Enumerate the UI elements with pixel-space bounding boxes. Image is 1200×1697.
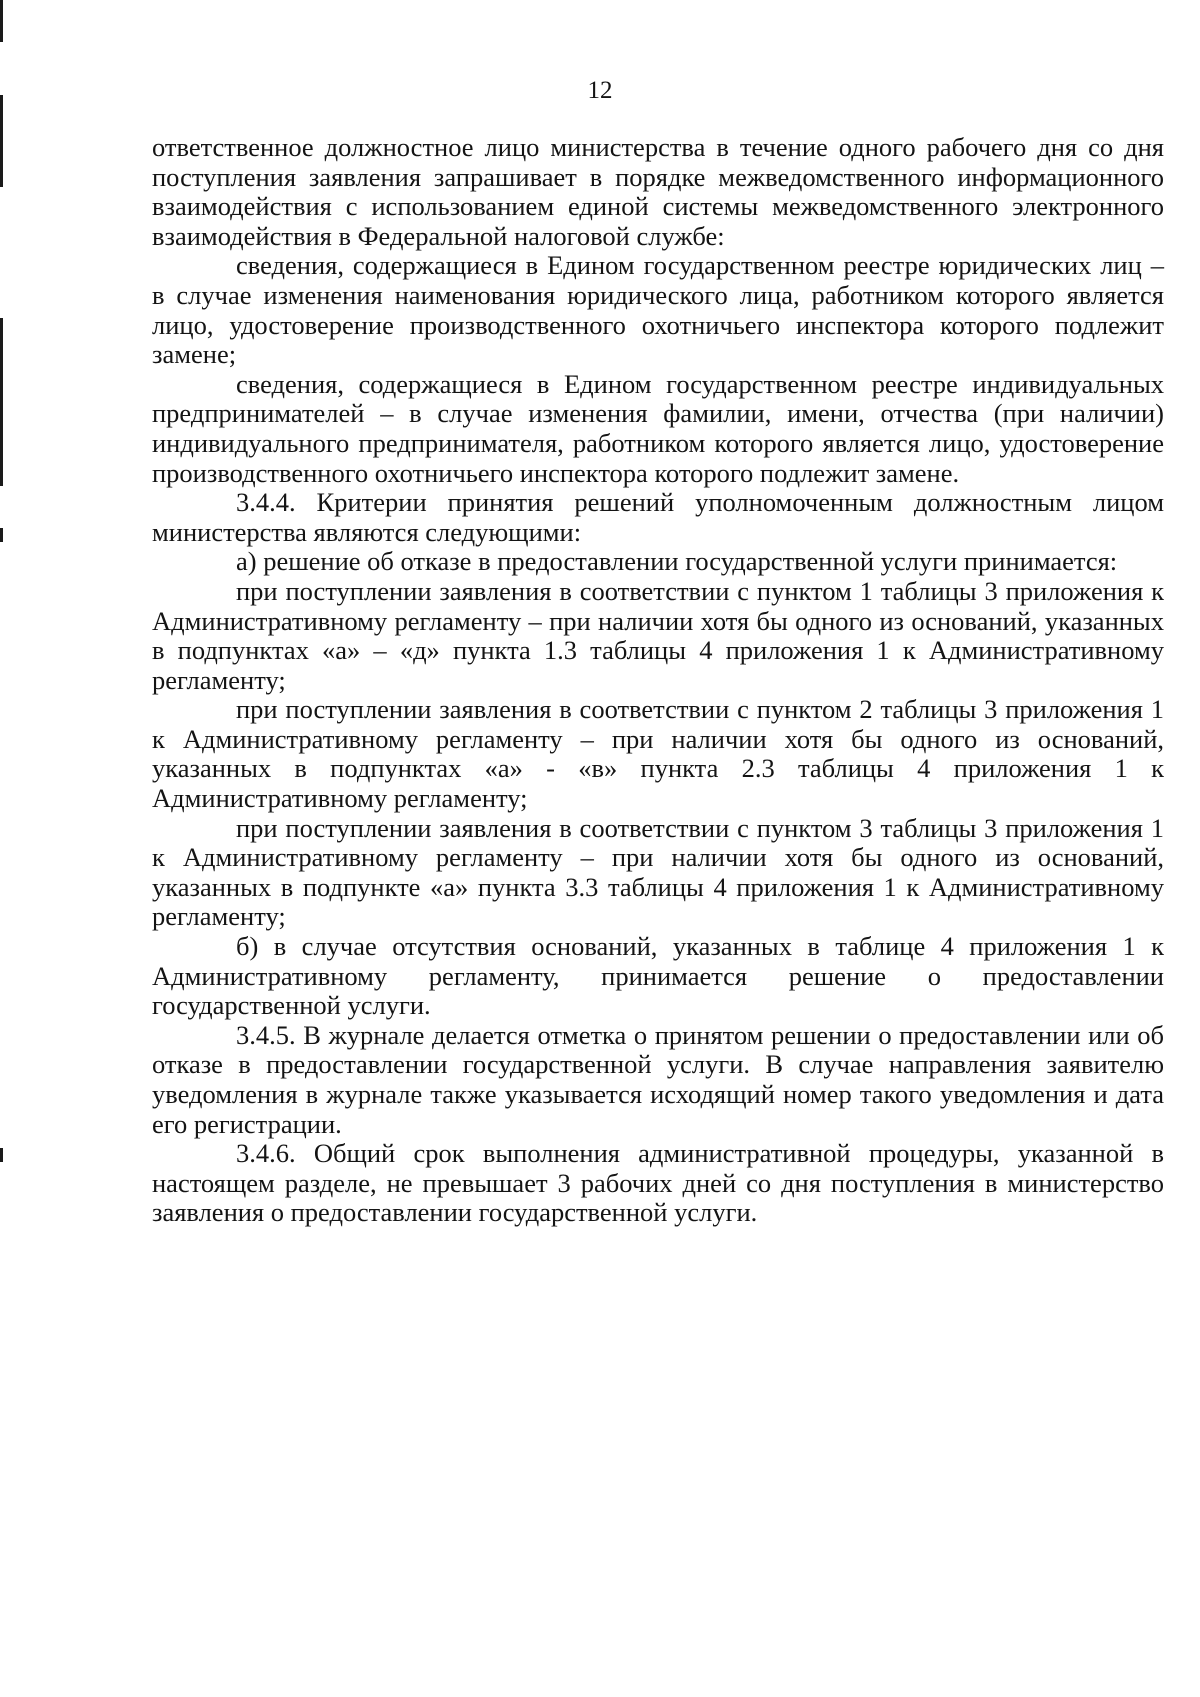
paragraph: при поступлении заявления в соответствии с пунктом 1 таблицы 3 приложения к Административному регламенту – при наличии хотя бы одного из оснований, указанных в подпунктах «а» – «д» пункта 1.3 таблицы 4 приложения 1 к Административному регламенту; xyxy=(152,575,1164,695)
paragraph: сведения, содержащиеся в Едином государственном реестре индивидуальных предпринимателей – в случае изменения фамилии, имени, отчества (при наличии) индивидуального предпринимателя, работником которого является лицо, удостоверение производственного охотничьего инспектора которого подлежит замене. xyxy=(152,368,1164,488)
paragraph: 3.4.5. В журнале делается отметка о принятом решении о предоставлении или об отказе в предоставлении государственной услуги. В случае направления заявителю уведомления в журнале также указывается исходящий номер такого уведомления и дата его регистрации. xyxy=(152,1019,1164,1139)
scan-edge-mark xyxy=(0,0,3,42)
scan-edge-mark xyxy=(0,318,3,486)
scan-edge-mark xyxy=(0,528,3,542)
paragraph: 3.4.4. Критерии принятия решений уполномоченным должностным лицом министерства являются следующими: xyxy=(152,487,1164,547)
page-number: 12 xyxy=(587,77,613,104)
paragraph: ответственное должностное лицо министерства в течение одного рабочего дня со дня поступления заявления запрашивает в порядке межведомственного информационного взаимодействия с использованием единой системы межведомственного электронного взаимодействия в Федеральной налоговой службе: xyxy=(152,132,1164,251)
paragraph: сведения, содержащиеся в Едином государственном реестре юридических лиц – в случае изменения наименования юридического лица, работником которого является лицо, удостоверение производственного охотничьего инспектора которого подлежит замене; xyxy=(152,250,1164,370)
paragraph: при поступлении заявления в соответствии с пунктом 3 таблицы 3 приложения 1 к Административному регламенту – при наличии хотя бы одного из оснований, указанных в подпункте «а» пункта 3.3 таблицы 4 приложения 1 к Административному регламенту; xyxy=(152,812,1164,932)
document-body xyxy=(152,133,1164,1228)
scan-edge-mark xyxy=(0,1148,3,1162)
scan-edge-mark xyxy=(0,95,3,187)
paragraph: 3.4.6. Общий срок выполнения административной процедуры, указанной в настоящем разделе, не превышает 3 рабочих дней со дня поступления в министерство заявления о предоставлении государственной услуги. xyxy=(152,1138,1164,1228)
paragraph: а) решение об отказе в предоставлении государственной услуги принимается: xyxy=(236,546,1118,577)
paragraph: при поступлении заявления в соответствии с пунктом 2 таблицы 3 приложения 1 к Административному регламенту – при наличии хотя бы одного из оснований, указанных в подпунктах «а» - «в» пункта 2.3 таблицы 4 приложения 1 к Административному регламенту; xyxy=(152,694,1164,814)
paragraph: б) в случае отсутствия оснований, указанных в таблице 4 приложения 1 к Административному регламенту, принимается решение о предоставлении государственной услуги. xyxy=(152,931,1164,1021)
